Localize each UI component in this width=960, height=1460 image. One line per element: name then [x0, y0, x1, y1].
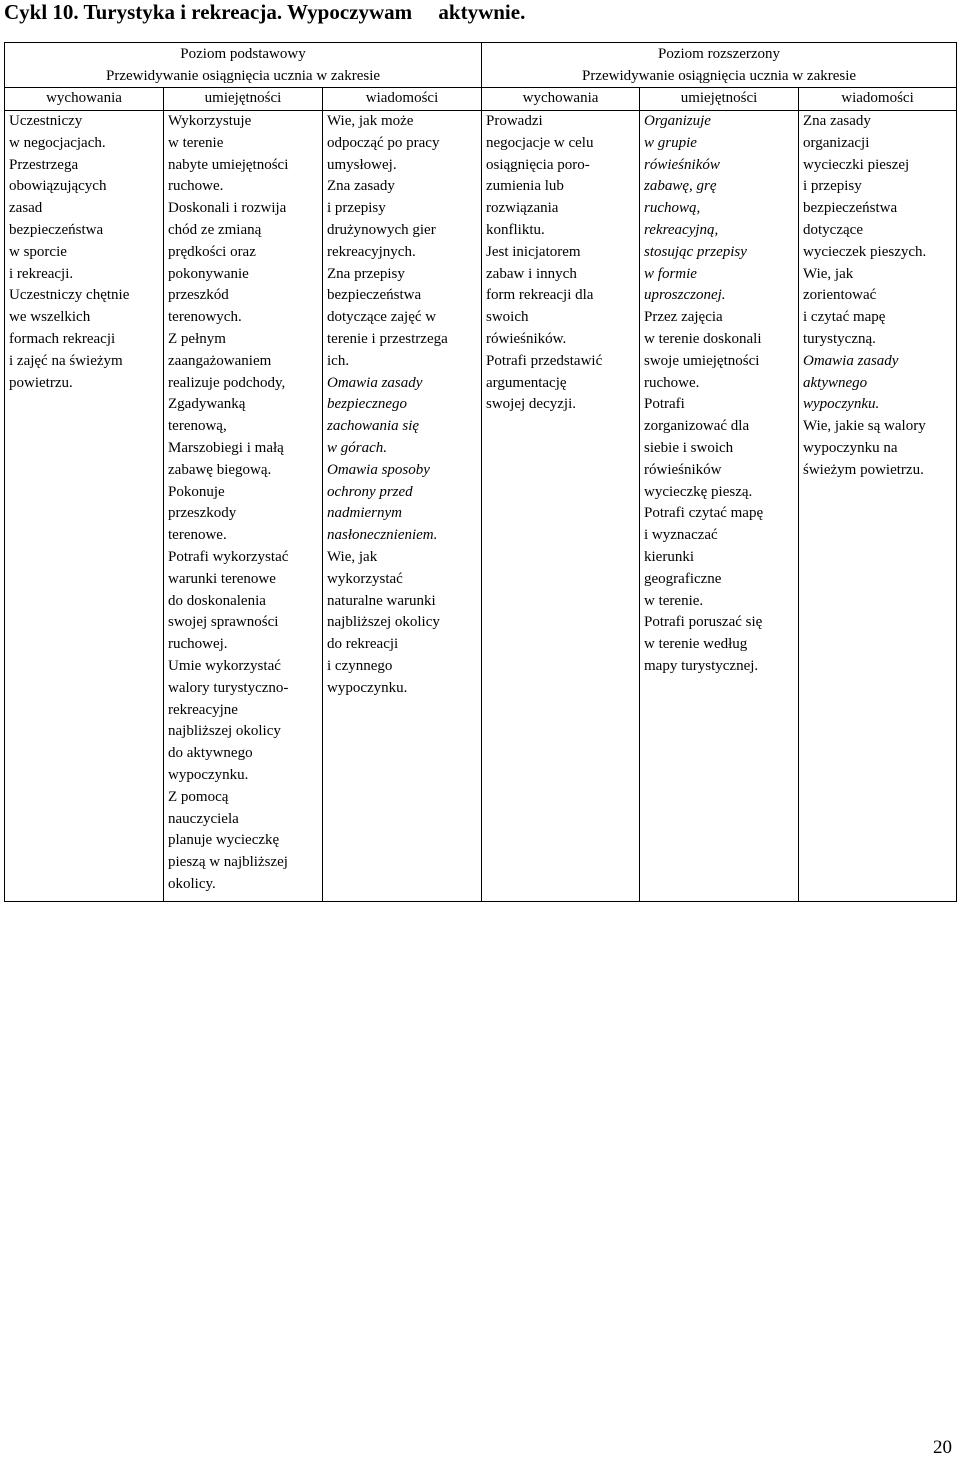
cell-text-line: geograficzne: [644, 570, 722, 587]
cell-text-line: form rekreacji dla: [486, 287, 594, 304]
cell-text-line: ruchowe.: [168, 178, 224, 195]
cell-text-line: przeszkody: [168, 505, 237, 522]
cell-text-line: obowiązujących: [9, 178, 107, 195]
document-title: Cykl 10. Turystyka i rekreacja. Wypoczywam aktywnie.: [4, 0, 526, 24]
cell-text-line: nasłonecznieniem.: [327, 527, 438, 544]
cell-text-line: pieszą w najbliższej: [168, 854, 288, 871]
cell-text-line: kierunki: [644, 548, 695, 565]
cell-text-line: przeszkód: [168, 287, 229, 304]
cell-text-line: chód ze zmianą: [168, 221, 262, 238]
cell-text-line: warunki terenowe: [168, 570, 276, 587]
cell-text-line: odpocząć po pracy: [327, 134, 440, 151]
cell-text-line: terenowych.: [168, 309, 242, 326]
cell-text-line: w górach.: [327, 439, 387, 456]
cell-text-line: rekreacyjne: [168, 701, 238, 718]
cell-text-line: ochrony przed: [327, 483, 413, 500]
cell-text-line: w formie: [644, 265, 697, 282]
cell-text-line: aktywnego: [803, 374, 868, 391]
curriculum-table: [4, 42, 957, 902]
cell-text-line: bezpieczeństwa: [803, 200, 898, 217]
cell-text-line: i przepisy: [803, 178, 862, 195]
cell-text-line: swoje umiejętności: [644, 352, 760, 369]
cell-text-line: nabyte umiejętności: [168, 156, 289, 173]
cell-text-line: i rekreacji.: [9, 265, 74, 282]
cell-text-line: Wie, jak: [327, 548, 378, 565]
cell-text-line: i czynnego: [327, 657, 393, 674]
cell-text-line: w terenie.: [644, 592, 704, 609]
cell-text-line: wycieczek pieszych.: [803, 243, 927, 260]
basic-skills-cell: [164, 111, 323, 902]
cell-text-line: najbliższej okolicy: [168, 723, 281, 740]
cell-text-line: Omawia sposoby: [327, 461, 430, 478]
cell-text-line: we wszelkich: [9, 309, 91, 326]
cell-text-line: negocjacje w celu: [486, 134, 594, 151]
cell-text-line: terenową,: [168, 418, 227, 435]
cell-text-line: Jest inicjatorem: [486, 243, 581, 260]
column-header: wiadomości: [323, 88, 482, 111]
cell-text-line: ruchową,: [644, 200, 701, 217]
cell-text-line: i wyznaczać: [644, 527, 718, 544]
cell-text-line: zachowania się: [327, 418, 420, 435]
cell-text-line: konfliktu.: [486, 221, 545, 238]
basic-upbringing-cell: [5, 111, 164, 902]
level-header-row: [5, 43, 957, 88]
cell-text-line: Uczestniczy chętnie: [9, 287, 130, 304]
cell-text-line: rówieśników: [644, 461, 722, 478]
cell-text-line: wypoczynku na: [803, 439, 898, 456]
cell-text-line: zabaw i innych: [486, 265, 577, 282]
cell-text-line: najbliższej okolicy: [327, 614, 440, 631]
cell-text-line: Doskonali i rozwija: [168, 200, 287, 217]
cell-text-line: wykorzystać: [327, 570, 403, 587]
cell-text-line: Zna zasady: [803, 113, 871, 129]
cell-text-line: dotyczące: [803, 221, 863, 238]
basic-knowledge-cell: [323, 111, 482, 902]
cell-text-line: formach rekreacji: [9, 330, 116, 347]
cell-text-line: wycieczki pieszej: [803, 156, 910, 173]
cell-text-line: rówieśników.: [486, 330, 567, 347]
cell-text-line: swojej decyzji.: [486, 396, 576, 413]
cell-text-line: siebie i swoich: [644, 439, 734, 456]
column-header: umiejętności: [164, 88, 323, 111]
cell-text-line: bezpieczeństwa: [327, 287, 422, 304]
cell-text-line: do aktywnego: [168, 745, 253, 762]
column-header-row: [5, 88, 957, 111]
cell-text-line: w grupie: [644, 134, 697, 151]
cell-text-line: nadmiernym: [327, 505, 402, 522]
cell-text-line: osiągnięcia poro-: [486, 156, 590, 173]
cell-text-line: Przestrzega: [9, 156, 79, 173]
cell-text-line: zabawę biegową.: [168, 461, 272, 478]
cell-text-line: do rekreacji: [327, 636, 399, 653]
cell-text-line: uproszczonej.: [644, 287, 726, 304]
cell-text-line: zorganizować dla: [644, 418, 750, 435]
cell-text-line: Z pomocą: [168, 788, 229, 805]
cell-text-line: zasad: [9, 200, 43, 217]
cell-text-line: Zna przepisy: [327, 265, 405, 282]
cell-text-line: Pokonuje: [168, 483, 225, 500]
cell-text-line: naturalne warunki: [327, 592, 436, 609]
cell-text-line: Potrafi: [644, 396, 685, 413]
cell-text-line: Potrafi poruszać się: [644, 614, 763, 631]
cell-text-line: dotyczące zajęć w: [327, 309, 437, 326]
column-header: wiadomości: [799, 88, 957, 111]
cell-text-line: i czytać mapę: [803, 309, 886, 326]
cell-text-line: bezpieczeństwa: [9, 221, 104, 238]
cell-text-line: i przepisy: [327, 200, 386, 217]
cell-text-line: ruchowe.: [644, 374, 700, 391]
cell-text-line: Z pełnym: [168, 330, 226, 347]
cell-text-line: stosując przepisy: [644, 243, 747, 260]
cell-text-line: wypoczynku.: [168, 766, 249, 783]
level-extended-header: [482, 43, 957, 88]
cell-text-line: i zajęć na świeżym: [9, 352, 123, 369]
cell-text-line: planuje wycieczkę: [168, 832, 280, 849]
page-number: 20: [933, 1437, 952, 1458]
cell-text-line: Prowadzi: [486, 113, 543, 129]
cell-text-line: bezpiecznego: [327, 396, 407, 413]
cell-text-line: Przez zajęcia: [644, 309, 723, 326]
cell-text-line: zorientować: [803, 287, 877, 304]
extended-knowledge-cell: [799, 111, 957, 902]
cell-text-line: Wykorzystuje: [168, 113, 252, 129]
cell-text-line: Wie, jakie są walory: [803, 418, 926, 435]
cell-text-line: swoich: [486, 309, 529, 326]
cell-text-line: Organizuje: [644, 113, 711, 129]
cell-text-line: Umie wykorzystać: [168, 657, 281, 674]
column-header: wychowania: [482, 88, 640, 111]
cell-text-line: w sporcie: [9, 243, 67, 260]
extended-upbringing-cell: [482, 111, 640, 902]
cell-text-line: terenowe.: [168, 527, 227, 544]
cell-text-line: Wie, jak może: [327, 113, 414, 129]
cell-text-line: powietrzu.: [9, 374, 73, 391]
cell-text-line: wycieczkę pieszą.: [644, 483, 753, 500]
cell-text-line: swojej sprawności: [168, 614, 279, 631]
cell-text-line: terenie i przestrzega: [327, 330, 448, 347]
cell-text-line: w negocjacjach.: [9, 134, 106, 151]
extended-skills-cell: [640, 111, 799, 902]
cell-text-line: Marszobiegi i małą: [168, 439, 284, 456]
cell-text-line: Potrafi przedstawić: [486, 352, 603, 369]
cell-text-line: turystyczną.: [803, 330, 876, 347]
level-basic-header: [5, 43, 482, 88]
cell-text-line: zaangażowaniem: [168, 352, 272, 369]
cell-text-line: rekreacyjnych.: [327, 243, 416, 260]
cell-text-line: umysłowej.: [327, 156, 397, 173]
cell-text-line: Potrafi wykorzystać: [168, 548, 289, 565]
cell-text-line: mapy turystycznej.: [644, 657, 759, 674]
cell-text-line: argumentację: [486, 374, 567, 391]
cell-text-line: wypoczynku.: [327, 679, 408, 696]
column-header: wychowania: [5, 88, 164, 111]
cell-text-line: wypoczynku.: [803, 396, 880, 413]
cell-text-line: w terenie doskonali: [644, 330, 762, 347]
level-basic-sub: Przewidywanie osiągnięcia ucznia w zakresie: [105, 68, 381, 84]
cell-text-line: organizacji: [803, 134, 870, 151]
cell-text-line: okolicy.: [168, 875, 216, 892]
cell-text-line: świeżym powietrzu.: [803, 461, 924, 478]
cell-text-line: Potrafi czytać mapę: [644, 505, 764, 522]
cell-text-line: rekreacyjną,: [644, 221, 719, 238]
cell-text-line: Omawia zasady: [327, 374, 423, 391]
level-extended-sub: Przewidywanie osiągnięcia ucznia w zakresie: [582, 68, 857, 84]
cell-text-line: Uczestniczy: [9, 113, 83, 129]
cell-text-line: ruchowej.: [168, 636, 228, 653]
cell-text-line: rówieśników: [644, 156, 720, 173]
cell-text-line: Zgadywanką: [168, 396, 246, 413]
cell-text-line: pokonywanie: [168, 265, 249, 282]
column-header: umiejętności: [640, 88, 799, 111]
cell-text-line: do doskonalenia: [168, 592, 266, 609]
cell-text-line: nauczyciela: [168, 810, 239, 827]
cell-text-line: prędkości oraz: [168, 243, 256, 260]
cell-text-line: zumienia lub: [486, 178, 564, 195]
cell-text-line: rozwiązania: [486, 200, 559, 217]
level-basic-name: Poziom podstawowy: [180, 46, 306, 62]
content-row: [5, 111, 957, 902]
cell-text-line: Omawia zasady: [803, 352, 899, 369]
cell-text-line: w terenie według: [644, 636, 748, 653]
cell-text-line: walory turystyczno-: [168, 679, 289, 696]
cell-text-line: Zna zasady: [327, 178, 395, 195]
cell-text-line: drużynowych gier: [327, 221, 436, 238]
cell-text-line: zabawę, grę: [644, 178, 717, 195]
cell-text-line: ich.: [327, 352, 350, 369]
cell-text-line: Wie, jak: [803, 265, 854, 282]
level-extended-name: Poziom rozszerzony: [658, 46, 781, 62]
cell-text-line: realizuje podchody,: [168, 374, 286, 391]
cell-text-line: w terenie: [168, 134, 224, 151]
